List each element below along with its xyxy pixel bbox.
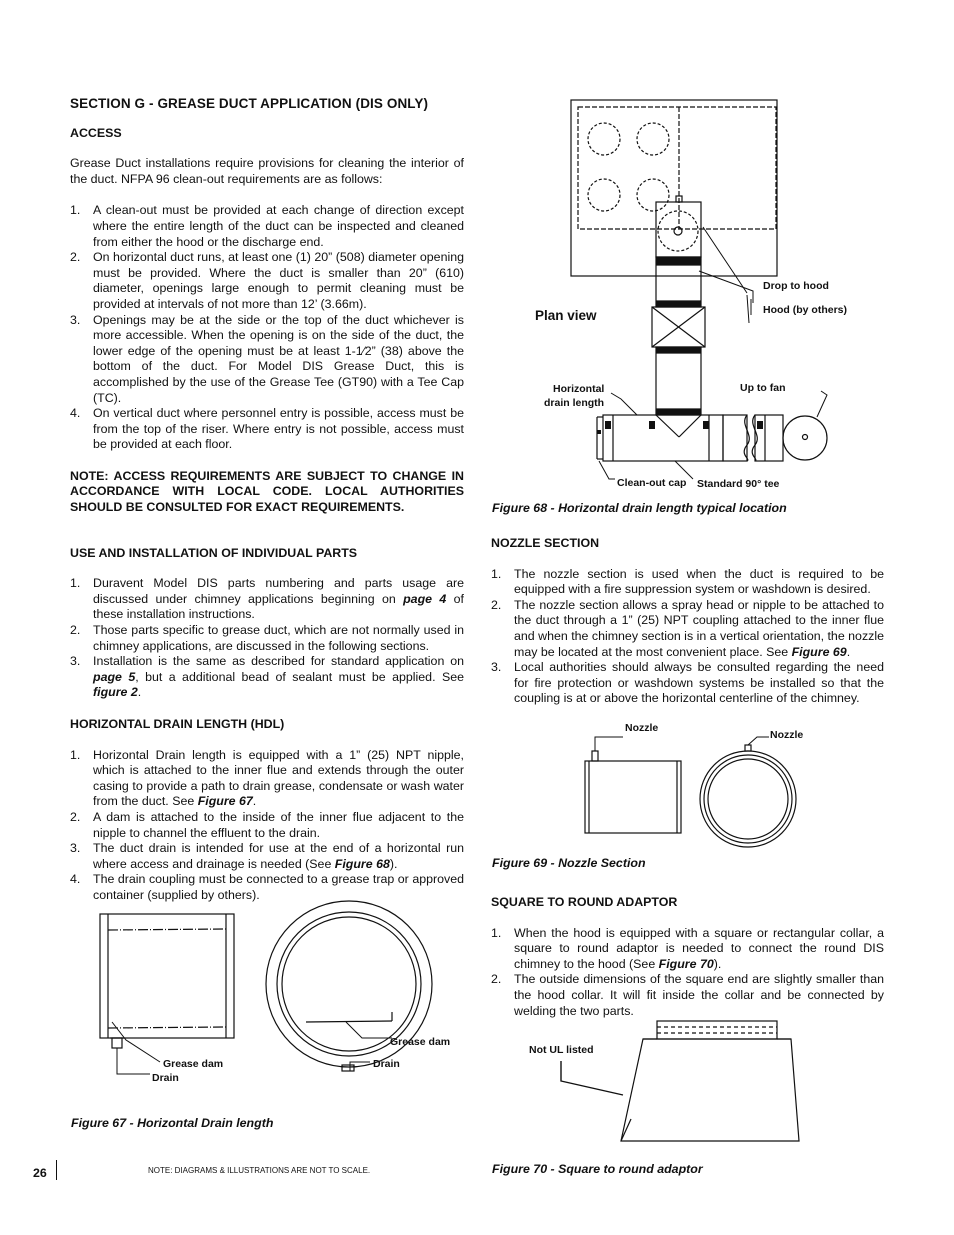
- right-column: [491, 536, 884, 707]
- figure-ref-link[interactable]: Figure 68: [334, 856, 390, 871]
- list-item: 2. Those parts specific to grease duct, which are not normally used in chimney applications, are discussed in the following sections.: [70, 623, 464, 653]
- figure-69-diagram: [491, 715, 891, 845]
- parts-heading: USE AND INSTALLATION OF INDIVIDUAL PARTS: [70, 545, 358, 560]
- fig67-label-drain: Drain: [152, 1072, 179, 1084]
- figure-68-diagram: [491, 95, 891, 495]
- adaptor-heading: SQUARE TO ROUND ADAPTOR: [491, 895, 678, 909]
- fig69-label-nozzle-left: Nozzle: [625, 722, 659, 734]
- list-item: 4. On vertical duct where personnel entry is possible, access must be from the top of the riser. Where entry is not possible, access must be provided at each floor.: [70, 406, 464, 452]
- hdl-list: [70, 748, 464, 904]
- list-item: 2. The nozzle section allows a spray head or nipple to be attached to the duct through a 1” (25) NPT coupling attached to the inner flue and when the chimney section is in a vertical orientation, the nozzle may be located at the most convenient place. See Figure 69.: [491, 597, 884, 659]
- fig69-label-nozzle-right: Nozzle: [770, 729, 804, 741]
- fig67-label-grease-dam-right: Grease dam: [390, 1036, 451, 1048]
- footer-divider: [56, 1160, 57, 1180]
- fig68-label-plan-view: Plan view: [535, 308, 597, 323]
- list-item: 1. The nozzle section is used when the duct is required to be equipped with a fire suppression system or washdown is desired.: [491, 566, 884, 597]
- fig67-label-grease-dam: Grease dam: [163, 1058, 224, 1070]
- left-column: [70, 96, 464, 904]
- figure-68-caption: Figure 68 - Horizontal drain length typical location: [492, 501, 787, 515]
- list-item: 1. When the hood is equipped with a square or rectangular collar, a square to round adaptor is needed to connect the round DIS chimney to the hood (See Figure 70).: [491, 925, 884, 971]
- adaptor-list: [491, 926, 884, 1020]
- fig68-label-cleanout: Clean-out cap: [617, 477, 687, 489]
- fig68-label-hood: Hood (by others): [763, 304, 847, 316]
- access-heading: ACCESS: [70, 125, 122, 140]
- footer-note: NOTE: DIAGRAMS & ILLUSTRATIONS ARE NOT TO SCALE.: [148, 1166, 371, 1175]
- list-item: 1. Horizontal Drain length is equipped with a 1” (25) NPT nipple, which is attached to the inner flue and extends through the outer casing to provide a path to drain grease, condensate or wash water from the duct. See Figure 67.: [70, 747, 464, 809]
- figure-ref-link[interactable]: Figure 67: [197, 794, 253, 809]
- list-item: 3. Local authorities should always be consulted regarding the need for fire protection or washdown systems be installed so that the coupling is at or above the horizontal centerline of the chimney.: [491, 660, 884, 706]
- figure-ref-link[interactable]: Figure 69: [791, 644, 847, 659]
- list-item: 2. On horizontal duct runs, at least one (1) 20” (508) diameter opening must be provided. Where the duct is smaller than 20” (610) diameter, openings large enough to permit cleaning must be provided at intervals of not more than 12’ (3.66m).: [70, 250, 464, 311]
- page-number: 26: [33, 1166, 47, 1180]
- list-item: 1. A clean-out must be provided at each change of direction except where the entire length of the duct can be inspected and cleaned from either the hood or the discharge end.: [70, 203, 464, 249]
- access-list: [70, 203, 464, 453]
- list-item: 2. A dam is attached to the inside of the inner flue adjacent to the nipple to channel the effluent to the drain.: [70, 809, 464, 840]
- fig68-label-up-to-fan: Up to fan: [740, 382, 786, 394]
- list-item: 3. Openings may be at the side or the top of the duct whichever is more accessible. When the opening is on the side of the duct, the lower edge of the opening must be at least 1-1⁄2” (38) above the bottom of the duct. For Model DIS Grease Duct, this is accomplished by the use of the Grease Tee (GT90) with a Tee Cap (TC).: [70, 312, 464, 405]
- list-item: 3. The duct drain is intended for use at the end of a horizontal run where access and drainage is needed (See Figure 68).: [70, 841, 464, 871]
- fig68-label-drop-to-hood: Drop to hood: [763, 280, 829, 292]
- access-intro: Grease Duct installations require provisions for cleaning the interior of the duct. NFPA 96 clean-out requirements are as follows:: [70, 156, 464, 186]
- figure-ref-link[interactable]: Figure 70: [658, 956, 714, 971]
- page-ref-link[interactable]: page 4: [403, 591, 447, 606]
- access-note: NOTE: ACCESS REQUIREMENTS ARE SUBJECT TO CHANGE IN ACCORDANCE WITH LOCAL CODE. LOCAL AUTHORITIES SHOULD BE CONSULTED FOR EXACT REQUIREMENTS.: [70, 468, 464, 515]
- parts-list: [70, 576, 464, 701]
- fig67-label-drain-right: Drain: [373, 1058, 400, 1070]
- figure-69-caption: Figure 69 - Nozzle Section: [492, 856, 646, 870]
- nozzle-heading: NOZZLE SECTION: [491, 536, 600, 550]
- hdl-heading: HORIZONTAL DRAIN LENGTH (HDL): [70, 717, 285, 731]
- nozzle-list: [491, 567, 884, 707]
- figure-70-diagram: [491, 1015, 891, 1145]
- list-item: 3. Installation is the same as described for standard application on page 5, but a additional bead of sealant must be applied. See figure 2.: [70, 654, 464, 700]
- fig68-label-hdl-line2: drain length: [544, 397, 605, 409]
- fig68-label-hdl-line1: Horizontal: [553, 383, 605, 395]
- list-item: 2. The outside dimensions of the square end are slightly smaller than the hood collar. It will fit inside the collar and be connected by welding the two parts.: [491, 972, 884, 1018]
- fig68-label-tee: Standard 90° tee: [697, 478, 780, 490]
- adaptor-section: [491, 895, 884, 1019]
- fig70-label-not-ul: Not UL listed: [529, 1044, 594, 1056]
- figure-70-caption: Figure 70 - Square to round adaptor: [492, 1162, 703, 1176]
- page-ref-link[interactable]: page 5: [93, 669, 136, 684]
- section-title: SECTION G - GREASE DUCT APPLICATION (DIS ONLY): [70, 96, 429, 111]
- list-item: 4. The drain coupling must be connected to a grease trap or approved container (supplied by others).: [70, 872, 464, 902]
- figure-67-caption: Figure 67 - Horizontal Drain length: [71, 1116, 274, 1130]
- figure-ref-link[interactable]: figure 2: [93, 685, 138, 700]
- figure-67-diagram: [70, 900, 470, 1090]
- list-item: 1. Duravent Model DIS parts numbering and parts usage are discussed under chimney applications beginning on page 4 of these installation instructions.: [70, 576, 464, 622]
